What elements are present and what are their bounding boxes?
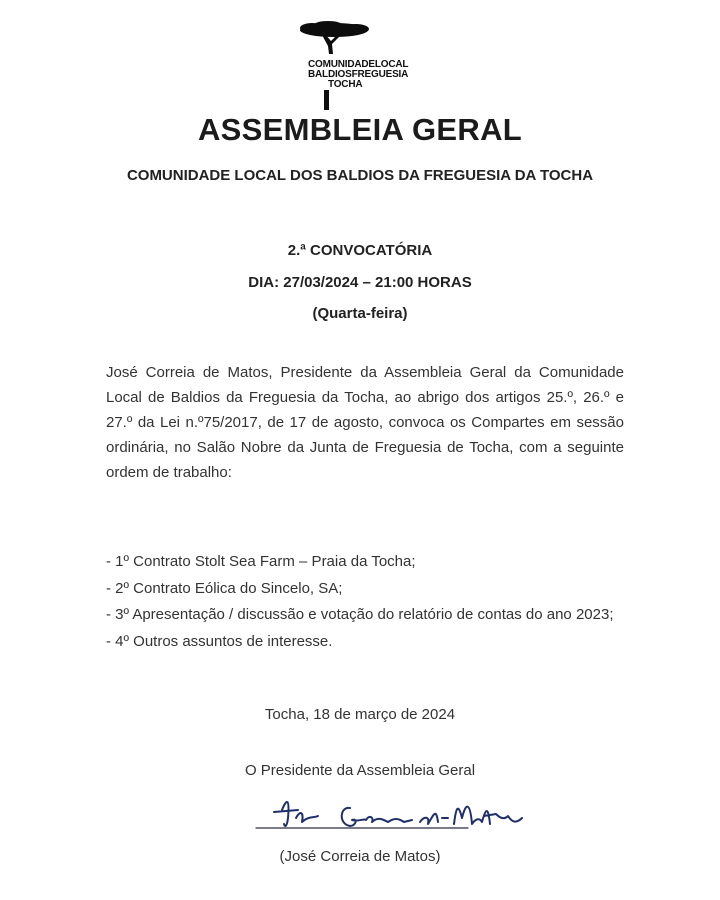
agenda-list: [106, 549, 666, 655]
logo: [296, 18, 426, 113]
logo-line-1: COMUNIDADELOCAL: [308, 59, 409, 70]
agenda-item: - 3º Apresentação / discussão e votação do relatório de contas do ano 2023;: [106, 606, 614, 623]
signatory-name: (José Correia de Matos): [279, 848, 441, 865]
signatory-role: O Presidente da Assembleia Geral: [244, 762, 476, 779]
handwritten-signature: [252, 788, 542, 838]
logo-line-3: TOCHA: [328, 79, 363, 90]
agenda-item: - 4º Outros assuntos de interesse.: [106, 632, 333, 650]
convocation-paragraph: José Correia de Matos, Presidente da Assembleia Geral da Comunidade Local de Baldios da Freguesia da Tocha, ao abrigo dos artigos 25.º, 26.º e 27.º da Lei n.º75/2017, de 17 de agosto, convoca os Compartes em sessão ordinária, no Salão Nobre da Junta de Freguesia de Tocha, com a seguinte ordem de trabalho:: [106, 364, 624, 481]
agenda-item: - 1º Contrato Stolt Sea Farm – Praia da Tocha;: [106, 553, 416, 570]
logo-text: [308, 60, 408, 90]
agenda-item: - 2º Contrato Eólica do Sincelo, SA;: [106, 579, 343, 597]
meeting-weekday: (Quarta-feira): [312, 305, 408, 322]
logo-line-2: BALDIOSFREGUESIA: [308, 69, 409, 80]
convocation-number: 2.ª CONVOCATÓRIA: [287, 242, 433, 259]
meeting-date: DIA: 27/03/2024 – 21:00 HORAS: [248, 274, 472, 291]
page-title: ASSEMBLEIA GERAL: [197, 112, 522, 147]
organization-name: COMUNIDADE LOCAL DOS BALDIOS DA FREGUESIA DA TOCHA: [126, 167, 594, 184]
place-and-date: Tocha, 18 de março de 2024: [264, 706, 456, 723]
